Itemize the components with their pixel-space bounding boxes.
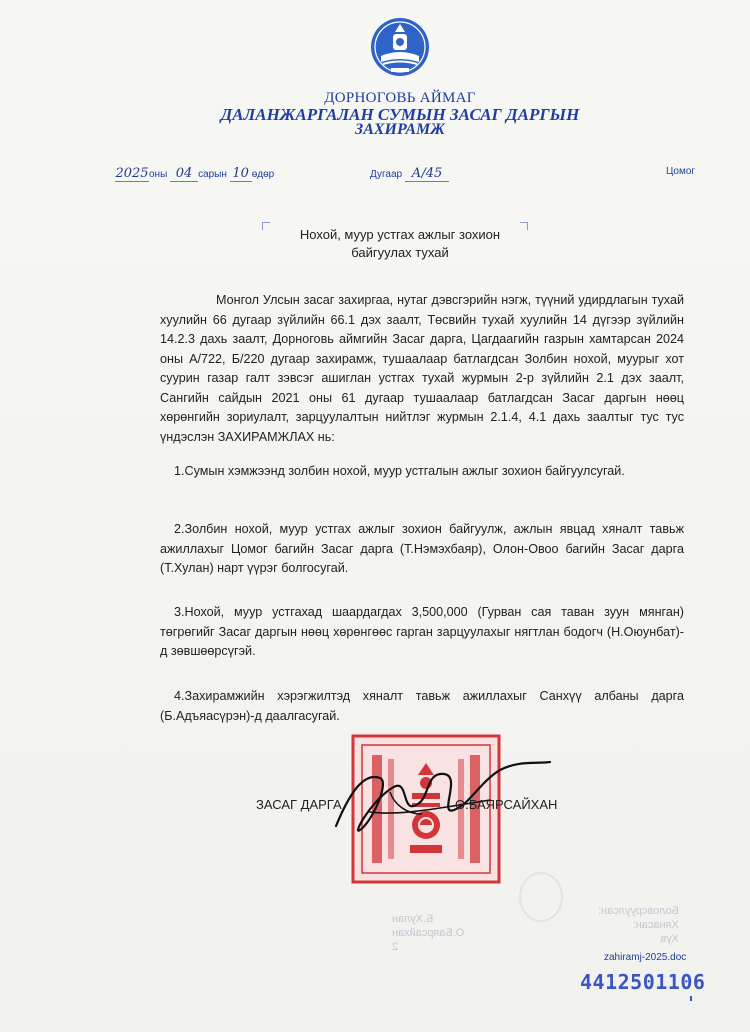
header-aimag: ДОРНОГОВЬ АЙМАГ — [324, 90, 476, 106]
subject-title — [250, 226, 550, 262]
body-intro: Монгол Улсын засаг захиргаа, нутаг дэвсгэрийн нэгж, түүний удирдлагын тухай хуулийн 66 дугаар зүйлийн 66.1 дэх заалт, Төсвийн тухай хуулийн 14 дүгээр зүйлийн 14.2.3 дахь заалт, Дорноговь аймгийн Засаг дарга, Цагдаагийн газрын хамтарсан 2024 оны А/722, Б/220 дугаар захирамж, тушаалаар батлагдсан Золбин нохой, муурыг хот суурин газар галт зэвсэг ашиглан устгах тухай журмын 2-р зүйлийн 2.1 дэх заалт, Сангийн сайдын 2021 оны 61 дугаар тушаалаар батлагдсан Засаг даргын нөөц хөрөнгийн зориулалт, зарцуулалтын нийтлэг журмын 2.1.4, 4.1 дахь заалтыг тус тус үндэслэн ЗАХИРАМЖЛАХ нь: — [160, 293, 684, 444]
show-through-left-block — [598, 904, 679, 946]
date-line — [115, 166, 274, 182]
header-organization: ДАЛАНЖАРГАЛАН СУМЫН ЗАСАГ ДАРГЫН — [220, 105, 580, 124]
date-day: 10 — [230, 166, 252, 182]
date-day-suffix: өдөр — [251, 169, 275, 180]
show-through-right-3: 2 — [392, 941, 399, 953]
show-through-stamp-blot — [519, 872, 563, 922]
body-item-2: 2.Золбин нохой, муур устгах ажлыг зохион байгуулж, ажлын явцад хяналт тавьж ажиллахыг Цомог багийн Засаг дарга (Т.Нэмэхбаяр), Олон-Овоо багийн Засаг дарга (Т.Хулан) нарт үүрэг болгосугай. — [160, 522, 684, 575]
subject-line-1: Нохой, муур устгах ажлыг зохион — [299, 227, 501, 242]
show-through-line-1: Боловсруулсан: — [598, 905, 679, 917]
show-through-right-block — [392, 912, 464, 954]
number-line — [370, 166, 449, 182]
header-doc-type: ЗАХИРАМЖ — [355, 121, 445, 138]
date-month: 04 — [170, 166, 198, 182]
body-item-3: 3.Нохой, муур устгахад шаардагдах 3,500,000 (Гурван сая таван зуун мянган) төгрөгийг Засаг даргын нөөц хөрөнгөөс гарган зарцуулахыг нягтлан бодогч (Н.Оюунбат)-д зөвшөөрсүгэй. — [160, 605, 684, 658]
signature-title: ЗАСАГ ДАРГА — [256, 797, 342, 812]
state-emblem-icon — [369, 16, 431, 80]
show-through-line-3: Хув — [660, 933, 679, 945]
date-year: 2025 — [115, 166, 149, 181]
show-through-right-1: Б.Хулан — [392, 913, 434, 925]
footer-filename: zahiramj-2025.doc — [604, 952, 687, 963]
show-through-line-2: Хянасан: — [632, 919, 679, 931]
body-item-1: 1.Сумын хэмжээнд золбин нохой, муур устгалын ажлыг зохион байгуулсугай. — [174, 464, 625, 478]
number-value: А/45 — [405, 166, 449, 182]
signature-name: О.БАЯРСАЙХАН — [455, 797, 558, 812]
show-through-right-2: О.Баярсайхан — [392, 927, 465, 939]
date-year-suffix: оны — [149, 169, 168, 180]
subject-line-2: байгуулах тухай — [351, 245, 449, 260]
body-item-4: 4.Захирамжийн хэрэгжилтэд хяналт тавьж ажиллахыг Санхүү албаны дарга (Б.Адъяасүрэн)-д даалгасугай. — [160, 689, 684, 723]
number-label: Дугаар — [370, 169, 403, 180]
registration-number: 4412501106 — [580, 970, 706, 994]
footer-tick-mark — [690, 996, 692, 1001]
date-month-suffix: сарын — [198, 169, 227, 180]
place-name: Цомог — [666, 166, 696, 177]
